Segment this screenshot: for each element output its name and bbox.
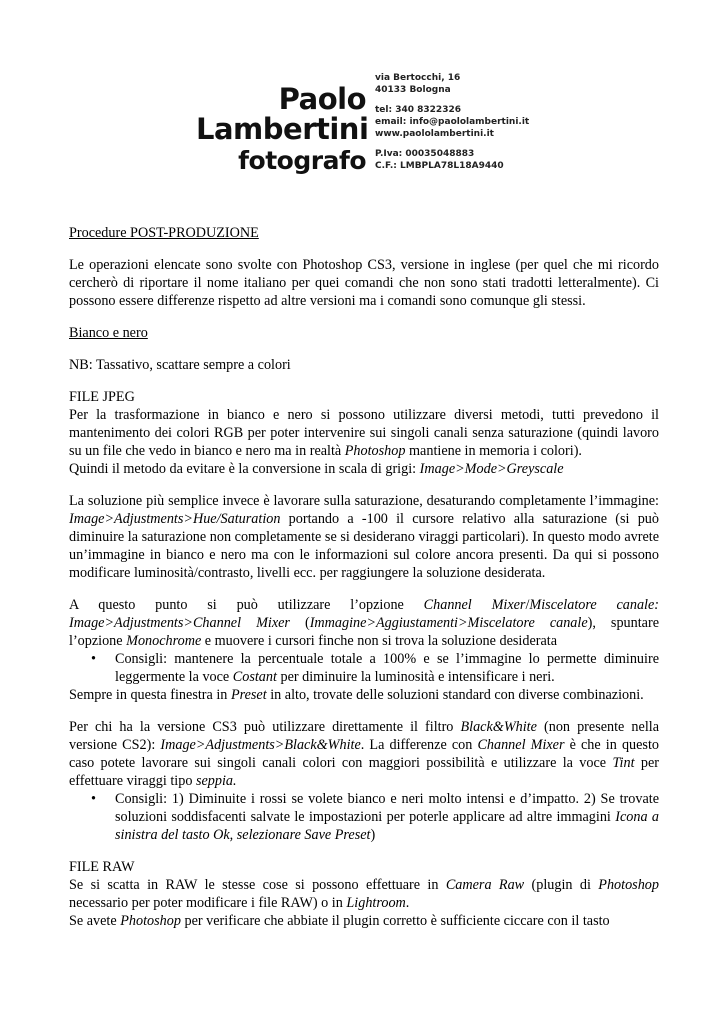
list-item <box>115 650 659 686</box>
menu-path: Image>Mode>Greyscale <box>419 461 564 477</box>
text-run: Consigli: 1) Diminuite i rossi se volete bianco e neri molto intensi e d’impatto. 2) Se trovate soluzioni soddisfacenti salvate le impostazioni per poterle applicare ad altre immagini <box>115 791 659 825</box>
text-run: Preset <box>230 687 267 703</box>
jpeg-paragraph-4 <box>69 686 659 704</box>
text-run: ) <box>370 827 376 843</box>
text-run: (plugin di <box>524 877 599 893</box>
contact-block <box>375 72 575 180</box>
tips-list-1 <box>69 650 659 686</box>
jpeg-heading: FILE JPEG <box>69 389 135 405</box>
website: www.paololambertini.it <box>375 129 494 139</box>
menu-path: Image>Adjustments> <box>69 615 193 631</box>
logo-last-name: Lambertini <box>196 112 369 146</box>
text-run: Tint <box>612 755 635 771</box>
text-run: per effettuare viraggi tipo <box>69 755 659 789</box>
text-run: seppia. <box>195 773 237 789</box>
address-line1: via Bertocchi, 16 <box>375 73 461 83</box>
text-run: Per chi ha la versione CS3 può utilizzare direttamente il filtro <box>69 719 461 735</box>
text-run: A questo punto si può utilizzare l’opzione <box>69 597 424 613</box>
document-body <box>69 224 659 930</box>
nb-note: NB: Tassativo, scattare sempre a colori <box>69 357 291 373</box>
menu-path: Image>Adjustments>Black&White <box>160 737 361 753</box>
section-heading-bw: Bianco e nero <box>69 325 148 341</box>
photographer-logo <box>196 82 369 176</box>
text-run: portando a -100 il cursore relativo alla saturazione (si può diminuire la saturazione non completamente se si desiderano viraggi particolari). In questo modo avrete un’immagine in bianco e nero ma con le informazioni sul colore ancora presenti. Da qui si possono modificare luminosità/contrasto, livelli ecc. per raggiungere la soluzione desiderata. <box>69 511 659 581</box>
text-run: Monochrome <box>126 633 202 649</box>
text-run: . <box>405 895 410 911</box>
text-run: / <box>525 597 530 613</box>
menu-path: Channel Mixer <box>192 615 290 631</box>
text-run: per verificare che abbiate il plugin corretto è sufficiente ciccare con il tasto <box>180 913 610 929</box>
text-run: ), spuntare l’opzione <box>69 615 659 649</box>
text-run: necessario per poter modificare i file RAW) o in <box>69 895 347 911</box>
email: email: info@paololambertini.it <box>375 117 530 127</box>
intro-paragraph: Le operazioni elencate sono svolte con Photoshop CS3, versione in inglese (per quel che mi ricordo cercherò di riportare il nome italiano per quei comandi che non sono stati tradotti letteralmente). Ci possono essere differenze rispetto ad altre versioni ma i comandi sono comunque gli stessi. <box>69 257 659 309</box>
text-run: Photoshop <box>120 913 181 929</box>
text-run: Quindi il metodo da evitare è la conversione in scala di grigi: <box>69 461 420 477</box>
text-run: Channel Mixer <box>423 597 526 613</box>
phone: tel: 340 8322326 <box>375 105 461 115</box>
menu-path: Image>Adjustments>Hue/Saturation <box>69 511 281 527</box>
text-run: Miscelatore canale: <box>529 597 660 613</box>
text-run: . La differenze con <box>360 737 478 753</box>
jpeg-paragraph-5 <box>69 718 659 790</box>
text-run: Lightroom <box>346 895 406 911</box>
document-title: Procedure POST-PRODUZIONE <box>69 225 259 241</box>
text-run: Se avete <box>69 913 121 929</box>
text-run: Se si scatta in RAW le stesse cose si possono effettuare in <box>69 877 446 893</box>
text-run: in alto, trovate delle soluzioni standard con diverse combinazioni. <box>266 687 644 703</box>
text-run: Per la trasformazione in bianco e nero si possono utilizzare diversi metodi, tutti prevedono il mantenimento dei colori RGB per poter intervenire sui singoli canali senza saturazione (quindi lavoro su un file che vedo in bianco e nero ma in realtà <box>69 407 659 459</box>
text-run: Consigli: mantenere la percentuale totale a 100% e se l’immagine lo permette diminuire leggermente la voce <box>115 651 659 685</box>
text-run: Photoshop <box>344 443 406 459</box>
text-run: e muovere i cursori finche non si trova la soluzione desiderata <box>201 633 557 649</box>
raw-heading: FILE RAW <box>69 859 135 875</box>
text-run: mantiene in memoria i colori). <box>405 443 582 459</box>
text-run: ( <box>289 615 310 631</box>
text-run: Black&White <box>460 719 537 735</box>
text-run: (non presente nella versione CS2): <box>69 719 660 753</box>
text-run: è che in questo caso potete lavorare sui singoli canali colori con maggiori possibilità e utilizzare la voce <box>69 737 659 771</box>
text-run: Icona a sinistra del tasto Ok, selezionare Save Preset <box>115 809 659 843</box>
tax-code: C.F.: LMBPLA78L18A9440 <box>375 161 504 171</box>
text-run: per diminuire la luminosità e intensificare i neri. <box>276 669 555 685</box>
text-run: Sempre in questa finestra in <box>69 687 231 703</box>
text-run: La soluzione più semplice invece è lavorare sulla saturazione, desaturando completamente l’immagine: <box>69 493 659 509</box>
jpeg-paragraph-3 <box>69 596 659 650</box>
text-run: Camera Raw <box>445 877 525 893</box>
logo-profession: fotografo <box>238 146 366 175</box>
text-run: Channel Mixer <box>477 737 565 753</box>
text-run: Photoshop <box>598 877 659 893</box>
tips-list-2 <box>69 790 659 844</box>
raw-paragraph <box>69 858 659 930</box>
address-line2: 40133 Bologna <box>375 85 451 95</box>
vat-number: P.Iva: 00035048883 <box>375 149 475 159</box>
jpeg-paragraph-1 <box>69 388 659 478</box>
text-run: Costant <box>232 669 277 685</box>
jpeg-paragraph-2 <box>69 492 659 582</box>
menu-path: Immagine>Aggiustamenti>Miscelatore canale <box>309 615 588 631</box>
logo-first-name: Paolo <box>278 82 366 116</box>
list-item <box>115 790 659 844</box>
